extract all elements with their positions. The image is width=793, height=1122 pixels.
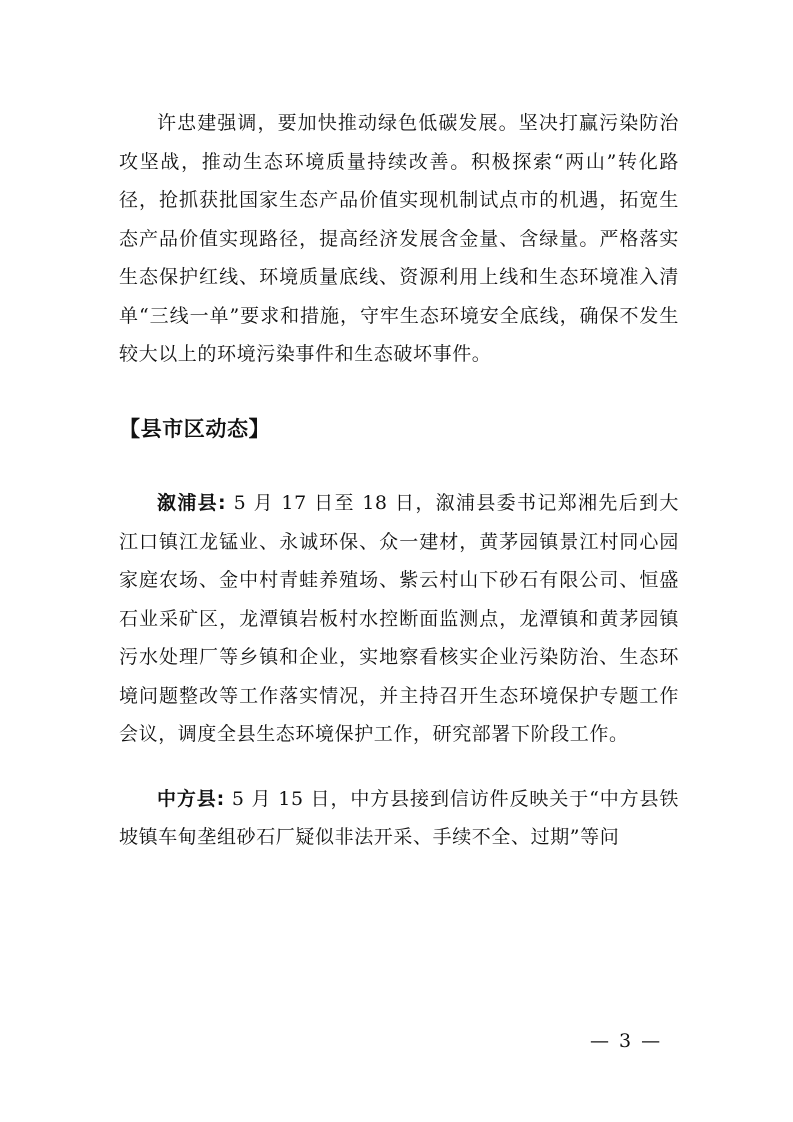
- page-number: — 3 —: [590, 1030, 663, 1052]
- news-text: 5 月 17 日至 18 日，溆浦县委书记郑湘先后到大江口镇江龙锰业、永诚环保、众一建材，黄茅园镇景江村同心园家庭农场、金中村青蛙养殖场、紫云村山下砂石有限公司、恒盛石业采矿区，龙潭镇岩板村水控断面监测点，龙潭镇和黄茅园镇污水处理厂等乡镇和企业，实地察看核实企业污染防治、生态环境问题整改等工作落实情况，并主持召开生态环境保护专题工作会议，调度全县生态环境保护工作，研究部署下阶段工作。: [119, 492, 680, 745]
- page-content: [119, 104, 679, 857]
- news-item-xupu: [119, 484, 679, 754]
- spacer: [119, 754, 679, 780]
- spacer: [119, 448, 679, 484]
- county-name: 中方县:: [157, 787, 225, 810]
- news-text: 5 月 15 日，中方县接到信访件反映关于“中方县铁坡镇车甸垄组砂石厂疑似非法开采、手续不全、过期”等问: [119, 787, 680, 848]
- spacer: [119, 374, 679, 410]
- news-item-zhongfang: [119, 780, 679, 857]
- paragraph-1: 许忠建强调，要加快推动绿色低碳发展。坚决打赢污染防治攻坚战，推动生态环境质量持续改善。积极探索“两山”转化路径，抢抓获批国家生态产品价值实现机制试点市的机遇，拓宽生态产品价值实现路径，提高经济发展含金量、含绿量。严格落实生态保护红线、环境质量底线、资源利用上线和生态环境准入清单“三线一单”要求和措施，守牢生态环境安全底线，确保不发生较大以上的环境污染事件和生态破坏事件。: [119, 112, 679, 365]
- county-name: 溆浦县:: [157, 492, 227, 514]
- section-heading: 【县市区动态】: [119, 416, 271, 441]
